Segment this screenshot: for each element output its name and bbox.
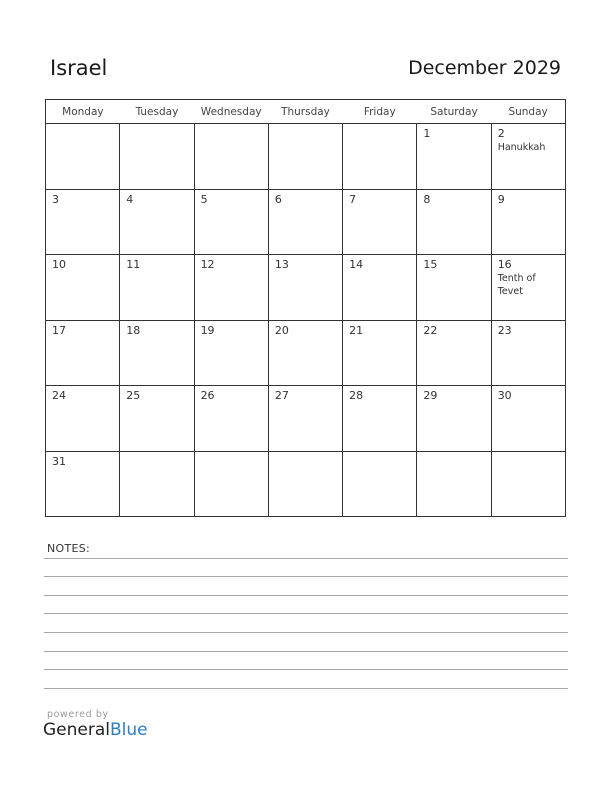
- day-number: 10: [52, 258, 66, 271]
- day-cell: [268, 386, 342, 452]
- day-number: 14: [349, 258, 364, 271]
- day-cell: [417, 255, 491, 321]
- weekday-header: Saturday: [417, 100, 491, 124]
- brand-general: General: [43, 720, 110, 740]
- notes-line: [44, 688, 568, 689]
- day-number: 13: [274, 258, 289, 271]
- day-cell: [343, 320, 417, 386]
- day-cell: [120, 255, 194, 321]
- day-number: 19: [200, 323, 215, 337]
- day-cell: [417, 451, 491, 517]
- day-number: 9: [497, 192, 505, 206]
- week-row: [46, 320, 566, 386]
- day-number: 28: [349, 389, 364, 402]
- day-cell: [491, 124, 565, 190]
- week-row: [46, 124, 566, 190]
- day-cell: [491, 189, 565, 255]
- day-cell: [46, 451, 120, 517]
- holiday-label: Tenth of Tevet: [497, 273, 536, 297]
- day-cell: [417, 386, 491, 452]
- notes-line: [44, 613, 568, 614]
- week-row: [46, 255, 566, 321]
- week-row: [46, 189, 566, 255]
- day-cell: [46, 255, 120, 321]
- day-number: 31: [52, 454, 66, 468]
- month-year-title: December 2029: [408, 57, 561, 79]
- notes-line: [44, 651, 568, 652]
- day-number: 17: [52, 323, 66, 337]
- day-cell: [268, 189, 342, 255]
- day-cell: [343, 386, 417, 452]
- notes-line: [44, 595, 568, 596]
- day-number: 4: [126, 192, 134, 206]
- day-cell: [120, 189, 194, 255]
- day-number: 22: [423, 323, 438, 337]
- day-cell: [343, 451, 417, 517]
- brand-blue: Blue: [110, 720, 148, 740]
- brand-logo: [43, 720, 148, 740]
- week-row: [46, 386, 566, 452]
- day-number: 26: [200, 389, 215, 402]
- day-number: 18: [126, 323, 141, 337]
- calendar-grid: [45, 99, 566, 517]
- day-number: 7: [349, 192, 357, 206]
- day-cell: [491, 255, 565, 321]
- day-cell: [343, 189, 417, 255]
- weekday-header: Thursday: [268, 100, 342, 124]
- day-cell: [194, 124, 268, 190]
- day-number: 29: [423, 389, 438, 402]
- day-number: 24: [52, 389, 66, 402]
- day-cell: [417, 124, 491, 190]
- day-number: 1: [423, 127, 431, 140]
- day-cell: [194, 320, 268, 386]
- weekday-header-row: [46, 100, 566, 124]
- day-cell: [343, 255, 417, 321]
- day-cell: [268, 255, 342, 321]
- day-cell: [194, 386, 268, 452]
- day-number: 2: [497, 127, 505, 140]
- day-cell: [491, 451, 565, 517]
- day-cell: [194, 451, 268, 517]
- day-number: 6: [274, 192, 282, 206]
- day-number: 16: [497, 258, 512, 271]
- powered-by-text: powered by: [47, 709, 109, 720]
- day-number: 12: [200, 258, 215, 271]
- weekday-header: Friday: [343, 100, 417, 124]
- day-cell: [46, 189, 120, 255]
- day-cell: [343, 124, 417, 190]
- day-cell: [268, 451, 342, 517]
- weekday-header: Wednesday: [194, 100, 268, 124]
- day-cell: [120, 451, 194, 517]
- day-number: 3: [52, 192, 59, 206]
- day-number: 25: [126, 389, 141, 402]
- notes-line: [44, 669, 568, 670]
- day-number: 8: [423, 192, 431, 206]
- week-row: [46, 451, 566, 517]
- country-title: Israel: [50, 56, 108, 80]
- day-number: 20: [274, 323, 289, 337]
- day-number: 11: [126, 258, 141, 271]
- day-cell: [417, 189, 491, 255]
- day-number: 23: [497, 323, 512, 337]
- day-cell: [46, 320, 120, 386]
- day-number: 27: [274, 389, 289, 402]
- day-cell: [194, 189, 268, 255]
- day-cell: [120, 124, 194, 190]
- day-number: 15: [423, 258, 438, 271]
- notes-line: [44, 558, 568, 559]
- notes-line: [44, 576, 568, 577]
- day-number: 21: [349, 323, 364, 337]
- day-cell: [120, 320, 194, 386]
- day-cell: [417, 320, 491, 386]
- day-cell: [46, 386, 120, 452]
- day-cell: [120, 386, 194, 452]
- day-cell: [268, 320, 342, 386]
- day-cell: [491, 386, 565, 452]
- weekday-header: Monday: [46, 100, 120, 124]
- weekday-header: Tuesday: [120, 100, 194, 124]
- day-number: 5: [200, 192, 208, 206]
- day-cell: [194, 255, 268, 321]
- day-cell: [46, 124, 120, 190]
- holiday-label: Hanukkah: [497, 142, 546, 153]
- weekday-header: Sunday: [491, 100, 565, 124]
- day-cell: [491, 320, 565, 386]
- day-cell: [268, 124, 342, 190]
- notes-line: [44, 632, 568, 633]
- notes-label: NOTES:: [47, 542, 91, 555]
- day-number: 30: [497, 389, 512, 402]
